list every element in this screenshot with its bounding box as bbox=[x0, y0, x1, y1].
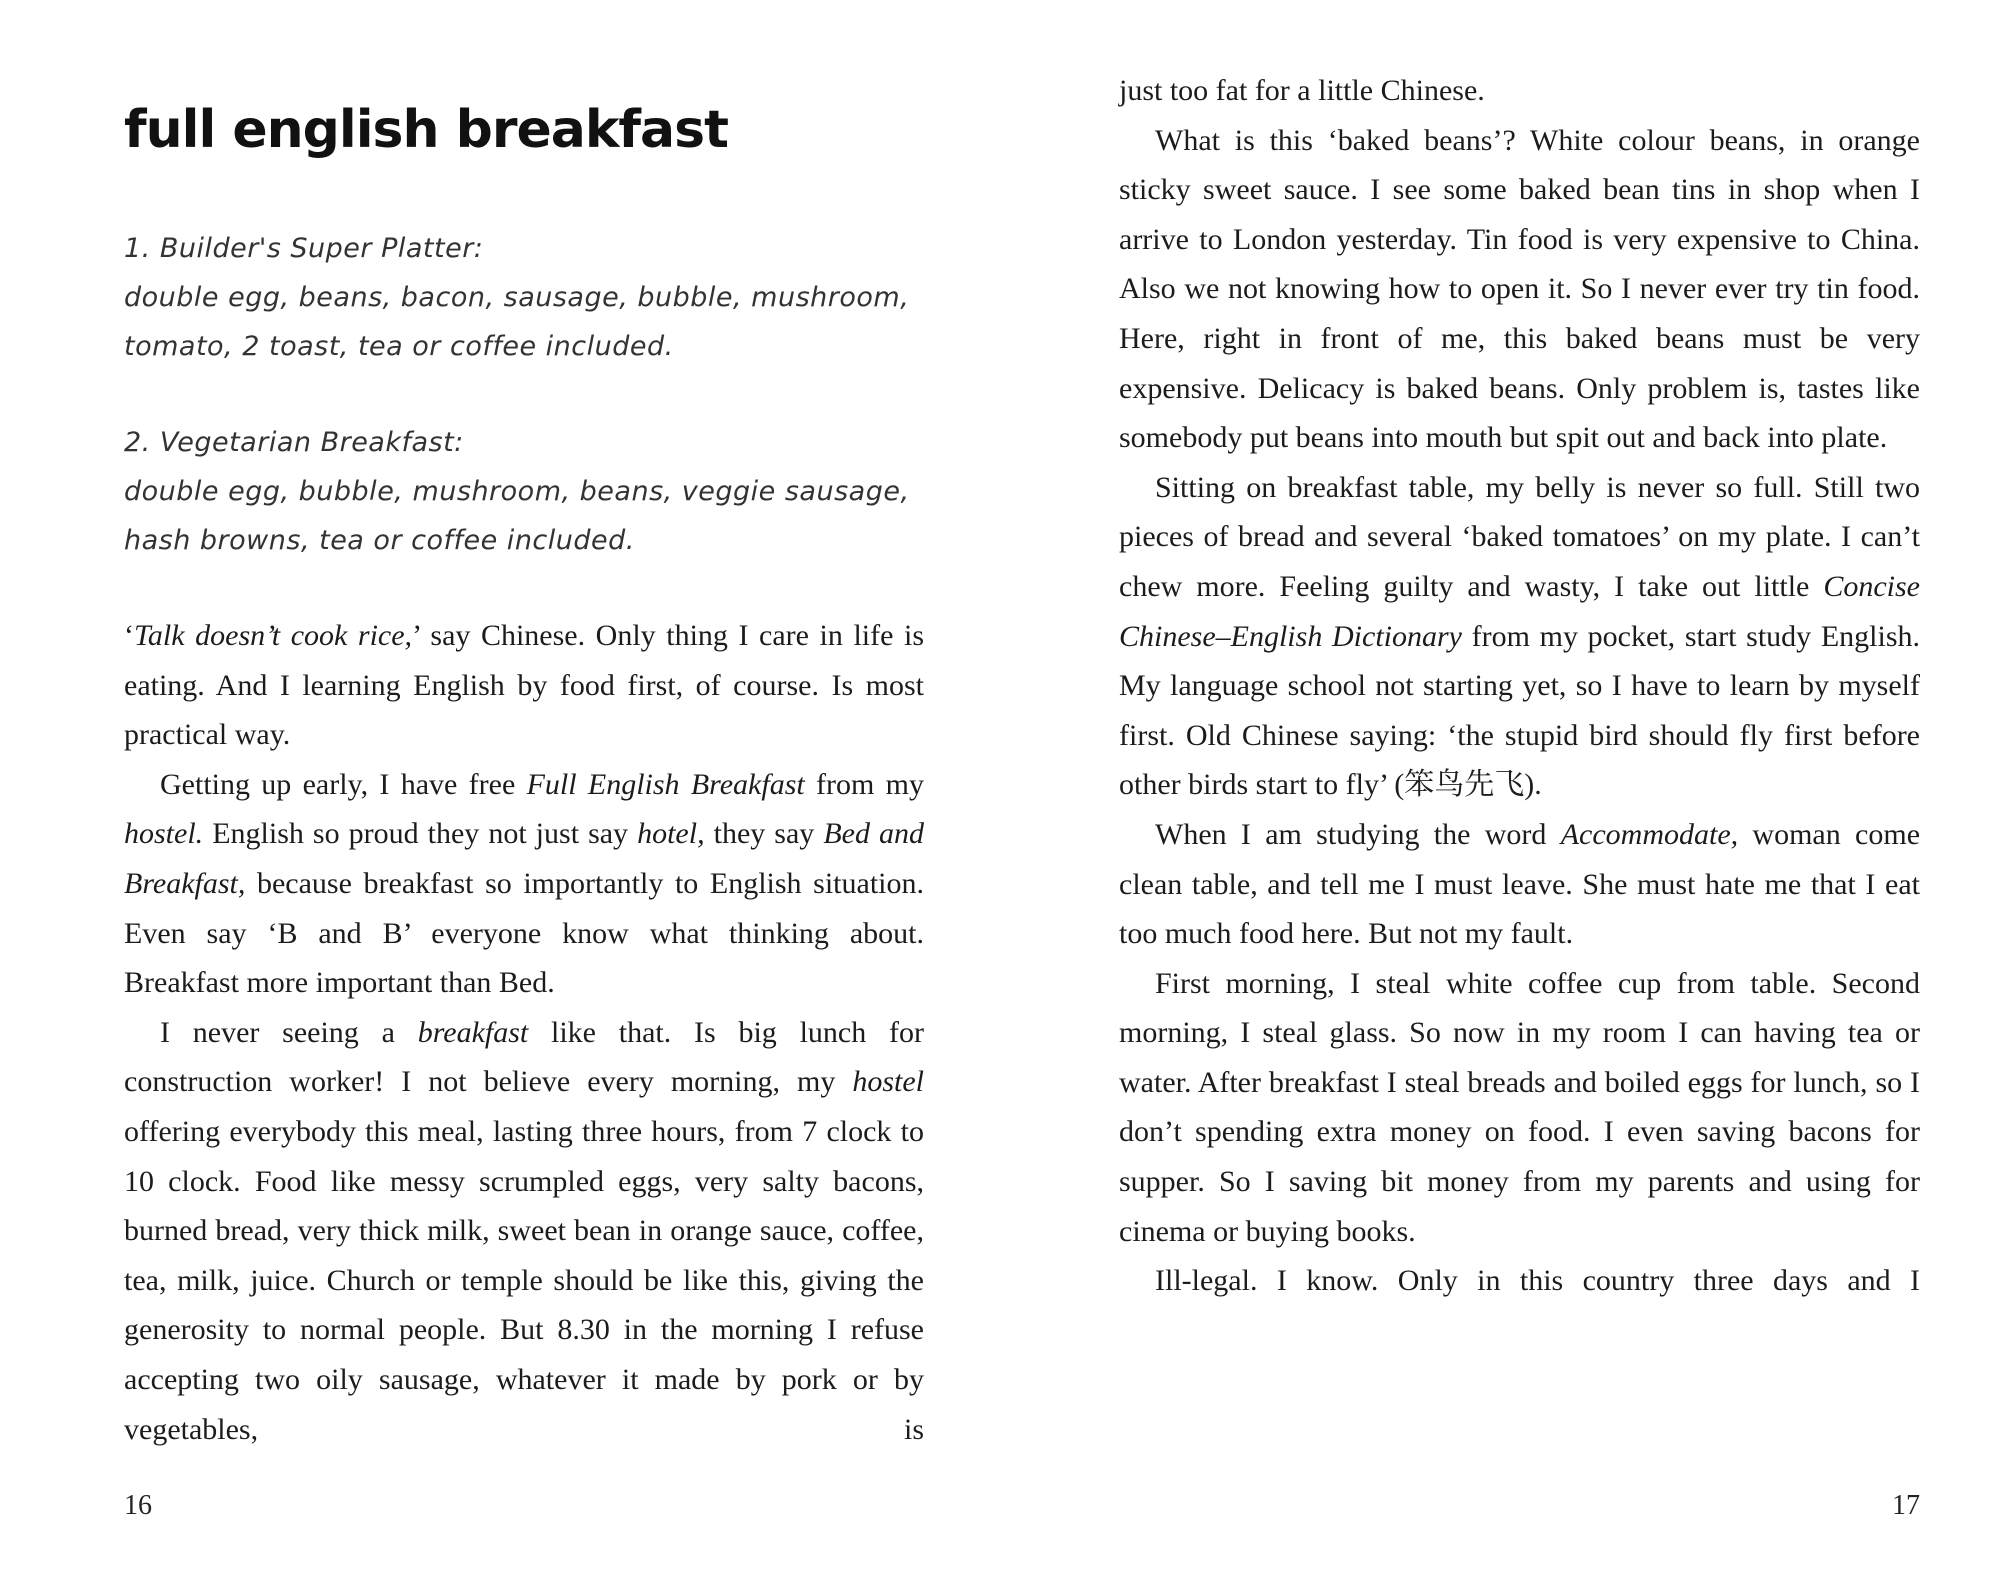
italic-text: Bed and Breakfast, bbox=[124, 817, 925, 900]
italic-text: hotel, bbox=[637, 817, 705, 851]
italic-text: Full English Breakfast bbox=[526, 767, 805, 801]
paragraph: Ill-legal. I know. Only in this country three days and I bbox=[1155, 1264, 1920, 1298]
paragraph: Getting up early, I have free Full English Breakfast from my hostel. English so proud they not just say hotel, they say Bed and Breakfast, because breakfast so importantly to English situation. Even say ‘B and B’ everyone know what thinking about. Breakfast more important than Bed. bbox=[124, 767, 925, 1000]
right-page bbox=[1000, 0, 2000, 1593]
page-number: 16 bbox=[124, 1490, 152, 1521]
menu-item-heading: 2. Vegetarian Breakfast: bbox=[124, 427, 464, 458]
italic-text: Talk doesn’t cook rice, bbox=[134, 619, 413, 652]
paragraph: First morning, I steal white coffee cup from table. Second morning, I steal glass. So now in my room I can having tea or water. After breakfast I steal breads and boiled eggs for lunch, so I don’t spending extra money on food. I even saving bacons for supper. So I saving bit money from my parents and using for cinema or buying books. bbox=[1119, 966, 1920, 1248]
menu-item-vegetarian-breakfast bbox=[124, 418, 924, 565]
menu-item-builders-platter bbox=[124, 224, 924, 371]
left-page-body bbox=[124, 611, 924, 1454]
paragraph: When I am studying the word Accommodate, woman come clean table, and tell me I must leave. She must hate me that I eat too much food here. But not my fault. bbox=[1119, 817, 1921, 951]
menu-item-line: double egg, beans, bacon, sausage, bubble, mushroom, bbox=[124, 282, 910, 313]
chapter-title: full english breakfast bbox=[124, 100, 728, 160]
menu-item-line: hash browns, tea or coffee included. bbox=[124, 525, 635, 556]
menu-item-line: double egg, bubble, mushroom, beans, veggie sausage, bbox=[124, 476, 910, 507]
paragraph: ‘Talk doesn’t cook rice,’ say Chinese. Only thing I care in life is eating. And I learning English by food first, of course. Is most practical way. bbox=[124, 619, 925, 752]
page-number: 17 bbox=[1892, 1490, 1920, 1521]
italic-text: Concise Chinese–English Dictionary bbox=[1119, 569, 1920, 653]
paragraph: What is this ‘baked beans’? White colour beans, in orange sticky sweet sauce. I see some baked bean tins in shop when I arrive to London yesterday. Tin food is very expensive to China. Also we not knowing how to open it. So I never ever try tin food. Here, right in front of me, this baked beans must be very expensive. Delicacy is baked beans. Only problem is, tastes like somebody put beans into mouth but spit out and back into plate. bbox=[1119, 123, 1920, 455]
menu-item-line: tomato, 2 toast, tea or coffee included. bbox=[124, 331, 674, 362]
menu-item-heading: 1. Builder's Super Platter: bbox=[124, 233, 484, 264]
paragraph: I never seeing a breakfast like that. Is big lunch for construction worker! I not believe every morning, my hostel offering everybody this meal, lasting three hours, from 7 clock to 10 clock. Food like messy scrumpled eggs, very salty bacons, burned bread, very thick milk, sweet bean in orange sauce, coffee, tea, milk, juice. Church or temple should be like this, giving the generosity to normal people. But 8.30 in the morning I refuse accepting two oily sausage, whatever it made by pork or by vegetables, is bbox=[124, 1015, 924, 1446]
italic-text: Accommodate, bbox=[1560, 817, 1739, 851]
right-page-body bbox=[1119, 66, 1920, 1306]
italic-text: hostel bbox=[852, 1065, 924, 1099]
paragraph: Sitting on breakfast table, my belly is never so full. Still two pieces of bread and several ‘baked tomatoes’ on my plate. I can’t chew more. Feeling guilty and wasty, I take out little Concise Chinese–English Dictionary from my pocket, start study English. My language school not starting yet, so I have to learn by myself first. Old Chinese saying: ‘the stupid bird should fly first before other birds start to fly’ (笨鸟先飞). bbox=[1119, 470, 1921, 802]
italic-text: hostel. bbox=[124, 817, 204, 851]
paragraph: just too fat for a little Chinese. bbox=[1119, 74, 1485, 107]
italic-text: breakfast bbox=[417, 1015, 529, 1049]
